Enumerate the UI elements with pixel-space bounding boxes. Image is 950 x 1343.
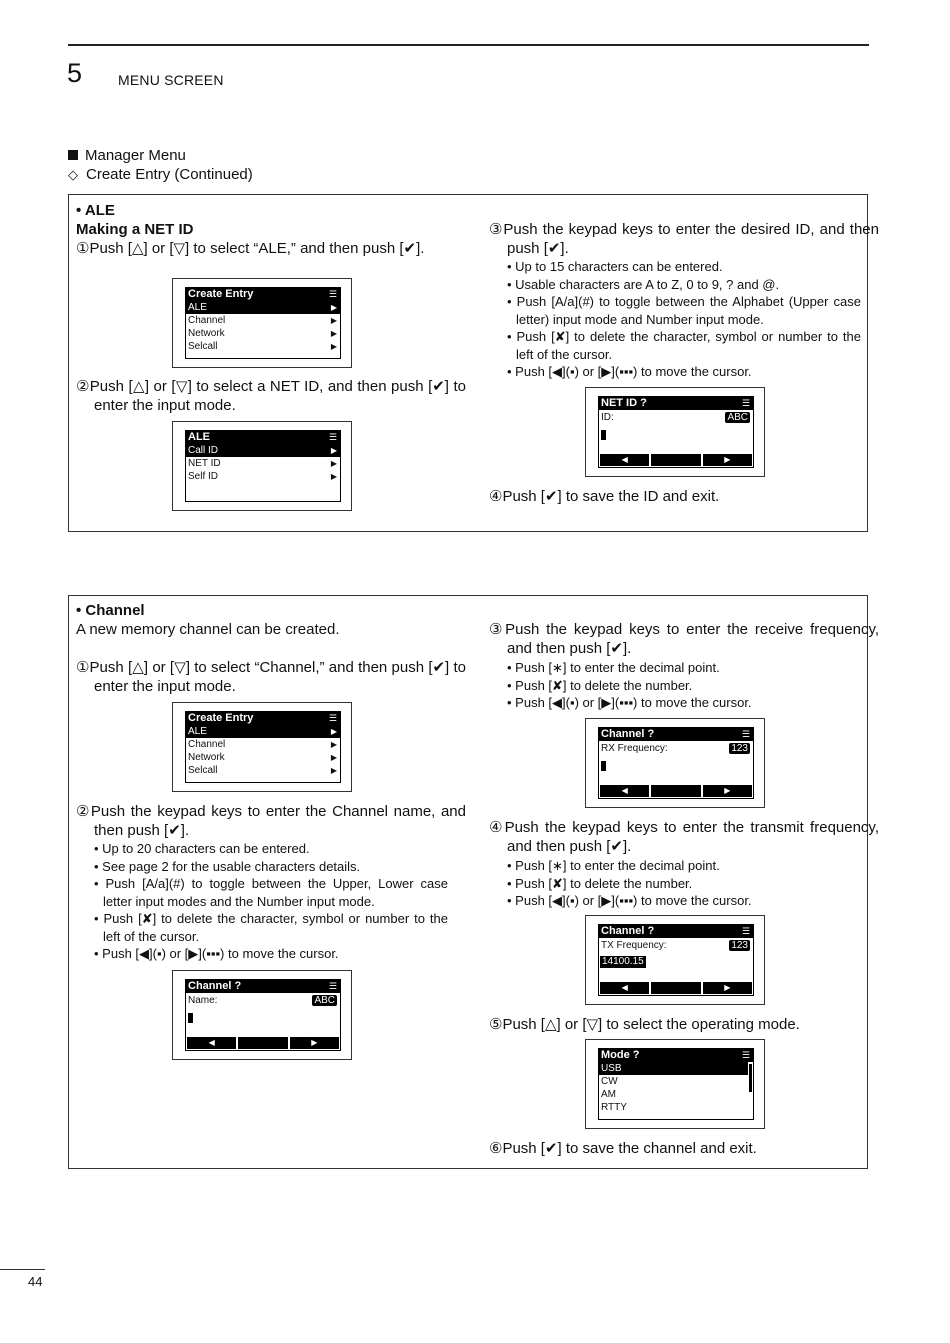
- lcd-title: NET ID ? ☰: [599, 397, 753, 410]
- lcd-title: Channel ? ☰: [599, 728, 753, 741]
- lcd-softkeys: [600, 982, 752, 994]
- page-number-rule: [0, 1269, 45, 1270]
- softkey-left: ◀: [600, 454, 649, 466]
- section-subtitle: Create Entry (Continued): [86, 166, 253, 183]
- channel-screen-mode: [585, 1039, 765, 1129]
- note-item: • See page 2 for the usable characters details.: [94, 858, 361, 874]
- lcd-menu-item: RTTY: [601, 1102, 627, 1113]
- menu-icon: ☰: [328, 432, 337, 442]
- section-subtitle-row: [68, 166, 253, 183]
- input-mode-badge: ABC: [314, 995, 335, 1006]
- arrow-right-icon: ▶: [330, 740, 337, 749]
- lcd-menu-item: ALE ▶: [186, 725, 340, 738]
- ale-step-1: ①Push [△] or [▽] to select “ALE,” and then push [✔].: [76, 240, 425, 257]
- lcd-softkeys: [187, 1037, 339, 1049]
- diamond-bullet-icon: ◇: [68, 167, 78, 182]
- lcd-title: Channel ? ☰: [599, 925, 753, 938]
- ale-step-4: ④Push [✔] to save the ID and exit.: [489, 488, 720, 505]
- ale-step-2: ②Push [△] or [▽] to select a NET ID, and then push [✔] to enter the input mode.: [76, 378, 466, 414]
- menu-icon: ☰: [328, 713, 337, 723]
- arrow-right-icon: ▶: [330, 753, 337, 762]
- section-title-row: [68, 147, 186, 164]
- note-item: • Push [∗] to enter the decimal point.: [507, 660, 720, 675]
- menu-icon: ☰: [741, 926, 750, 936]
- arrow-right-icon: ▶: [330, 316, 337, 325]
- square-bullet-icon: [68, 150, 78, 160]
- lcd-menu-item: Channel ▶: [188, 739, 337, 750]
- ale-heading: • ALE: [76, 202, 115, 219]
- input-mode-badge: 123: [731, 743, 748, 754]
- arrow-right-icon: ▶: [330, 329, 337, 338]
- channel-step-5: ⑤Push [△] or [▽] to select the operating mode.: [489, 1016, 800, 1033]
- channel-box: [68, 595, 879, 1169]
- arrow-right-icon: ▶: [330, 727, 337, 736]
- softkey-center: [651, 785, 700, 797]
- lcd-menu-item: USB: [599, 1062, 748, 1075]
- lcd-softkeys: [600, 785, 752, 797]
- channel-step-2-notes: [94, 840, 448, 963]
- softkey-center: [238, 1037, 287, 1049]
- note-item: • Up to 20 characters can be entered.: [94, 841, 310, 856]
- arrow-right-icon: ▶: [330, 766, 337, 775]
- softkey-left: ◀: [187, 1037, 236, 1049]
- header-rule: [68, 44, 869, 46]
- lcd-field: Name: ABC: [188, 995, 335, 1006]
- lcd-menu-item: Self ID ▶: [188, 471, 337, 482]
- lcd-field: RX Frequency: 123: [601, 743, 748, 754]
- channel-step-3: ③Push the keypad keys to enter the receive frequency, and then push [✔].: [489, 621, 879, 657]
- note-item: • Push [◀](▪) or [▶](▪▪▪) to move the cursor.: [507, 893, 752, 908]
- arrow-right-icon: ▶: [330, 472, 337, 481]
- channel-screen-name: [172, 970, 352, 1060]
- lcd-entry-line: [599, 953, 753, 968]
- note-item: • Push [✘] to delete the number.: [507, 677, 693, 693]
- note-item: • Push [✘] to delete the character, symbol or number to the left of the cursor.: [94, 911, 448, 944]
- softkey-right: ▶: [703, 785, 752, 797]
- softkey-right: ▶: [290, 1037, 339, 1049]
- lcd-title: Create Entry ☰: [186, 288, 340, 301]
- note-item: • Push [✘] to delete the number.: [507, 875, 693, 891]
- channel-intro: A new memory channel can be created.: [76, 621, 340, 638]
- lcd-menu-item: NET ID ▶: [188, 458, 337, 469]
- menu-icon: ☰: [741, 398, 750, 408]
- note-item: • Push [∗] to enter the decimal point.: [507, 858, 720, 873]
- lcd-menu-item: Selcall ▶: [188, 341, 337, 352]
- scrollbar: [749, 1064, 752, 1092]
- ale-screen-net-id: [585, 387, 765, 477]
- note-item: • Up to 15 characters can be entered.: [507, 259, 723, 274]
- arrow-right-icon: ▶: [330, 459, 337, 468]
- note-item: • Push [◀](▪) or [▶](▪▪▪) to move the cursor.: [94, 946, 339, 961]
- channel-screen-tx-frequency: [585, 915, 765, 1005]
- arrow-right-icon: ▶: [330, 342, 337, 351]
- softkey-center: [651, 454, 700, 466]
- softkey-right: ▶: [703, 454, 752, 466]
- input-mode-badge: ABC: [727, 412, 748, 423]
- lcd-menu-item: Selcall ▶: [188, 765, 337, 776]
- channel-step-4: ④Push the keypad keys to enter the transmit frequency, and then push [✔].: [489, 819, 879, 855]
- lcd-entry-line: [186, 1008, 340, 1027]
- channel-step-3-notes: [507, 659, 861, 712]
- ale-screen-ale-menu: [172, 421, 352, 511]
- ale-box: [68, 194, 879, 532]
- lcd-menu-item: Channel ▶: [188, 315, 337, 326]
- ale-step-3: ③Push the keypad keys to enter the desired ID, and then push [✔].: [489, 221, 879, 257]
- channel-heading: • Channel: [76, 602, 145, 619]
- lcd-menu-item: Network ▶: [188, 328, 337, 339]
- lcd-field: TX Frequency: 123: [601, 940, 748, 951]
- arrow-right-icon: ▶: [330, 446, 337, 455]
- note-item: • Push [◀](▪) or [▶](▪▪▪) to move the cursor.: [507, 695, 752, 710]
- channel-step-1: ①Push [△] or [▽] to select “Channel,” and then push [✔] to enter the input mode.: [76, 659, 466, 695]
- note-item: • Push [A/a](#) to toggle between the Alphabet (Upper case letter) input mode and Number input mode.: [507, 294, 861, 327]
- lcd-menu-item: CW: [601, 1076, 618, 1087]
- lcd-softkeys: [600, 454, 752, 466]
- lcd-title: ALE ☰: [186, 431, 340, 444]
- lcd-menu-item: AM: [601, 1089, 616, 1100]
- channel-step-2: ②Push the keypad keys to enter the Channel name, and then push [✔].: [76, 803, 466, 839]
- channel-screen-create-entry: [172, 702, 352, 792]
- softkey-right: ▶: [703, 982, 752, 994]
- channel-step-4-notes: [507, 857, 861, 910]
- input-mode-badge: 123: [731, 940, 748, 951]
- note-item: • Push [✘] to delete the character, symbol or number to the left of the cursor.: [507, 329, 861, 362]
- ale-screen-create-entry: [172, 278, 352, 368]
- cursor: [188, 1013, 193, 1023]
- ale-step-3-notes: [507, 258, 861, 381]
- arrow-right-icon: ▶: [330, 303, 337, 312]
- menu-icon: ☰: [328, 981, 337, 991]
- chapter-number: 5: [67, 58, 83, 88]
- channel-step-6: ⑥Push [✔] to save the channel and exit.: [489, 1140, 757, 1157]
- lcd-title: Create Entry ☰: [186, 712, 340, 725]
- lcd-menu-item: Call ID ▶: [186, 444, 340, 457]
- menu-icon: ☰: [741, 729, 750, 739]
- frequency-entry: 14100.15: [602, 956, 644, 967]
- softkey-center: [651, 982, 700, 994]
- softkey-left: ◀: [600, 982, 649, 994]
- chapter-title: MENU SCREEN: [118, 72, 224, 88]
- cursor: [601, 430, 606, 440]
- lcd-menu-item: Network ▶: [188, 752, 337, 763]
- lcd-title: Mode ? ☰: [599, 1049, 753, 1062]
- note-item: • Usable characters are A to Z, 0 to 9, ? and @.: [507, 276, 780, 292]
- ale-subheading: Making a NET ID: [76, 221, 194, 238]
- channel-screen-rx-frequency: [585, 718, 765, 808]
- lcd-title: Channel ? ☰: [186, 980, 340, 993]
- lcd-entry-line: [599, 756, 753, 775]
- section-title: Manager Menu: [85, 147, 186, 164]
- page-number: 44: [28, 1274, 43, 1289]
- note-item: • Push [◀](▪) or [▶](▪▪▪) to move the cursor.: [507, 364, 752, 379]
- lcd-field: ID: ABC: [601, 412, 748, 423]
- menu-icon: ☰: [741, 1050, 750, 1060]
- note-item: • Push [A/a](#) to toggle between the Upper, Lower case letter input modes and the Number input mode.: [94, 876, 448, 909]
- menu-icon: ☰: [328, 289, 337, 299]
- lcd-menu-item: ALE ▶: [186, 301, 340, 314]
- softkey-left: ◀: [600, 785, 649, 797]
- lcd-entry-line: [599, 425, 753, 444]
- cursor: [601, 761, 606, 771]
